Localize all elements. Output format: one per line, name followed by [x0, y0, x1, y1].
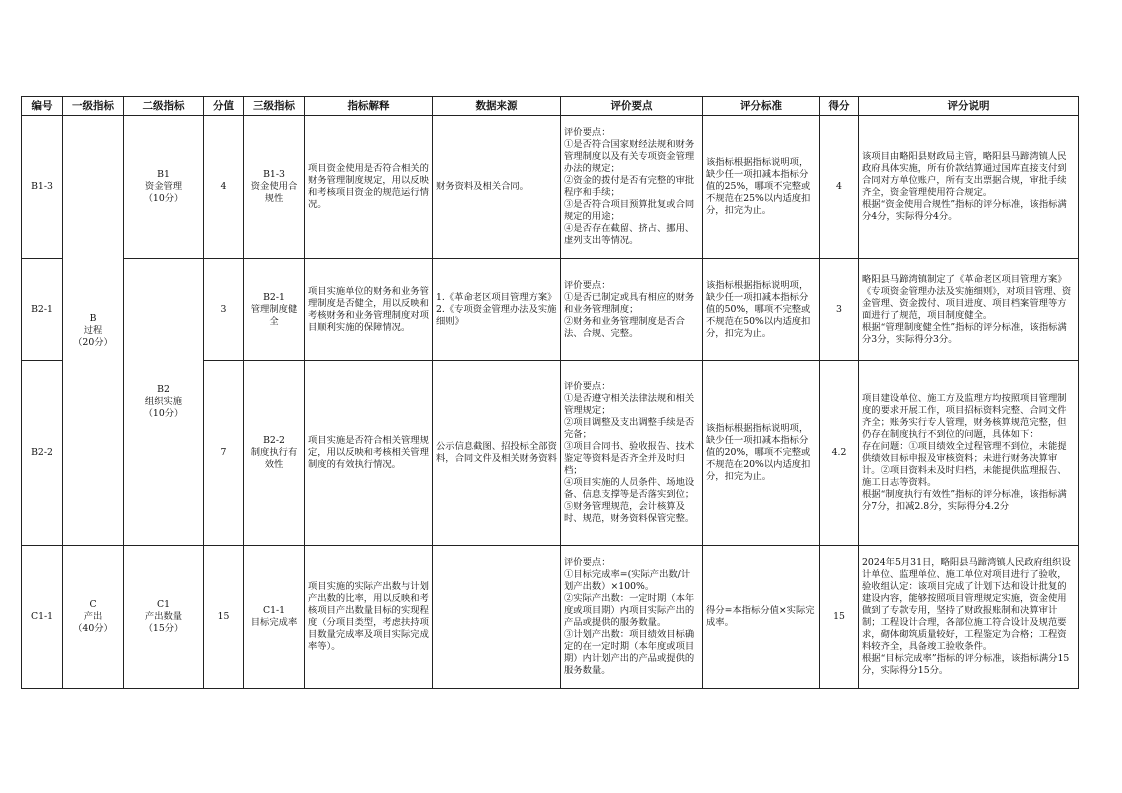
row-value: 7: [204, 361, 244, 546]
row-explain: 项目实施是否符合相关管理规定，用以反映和考核相关管理制度的有效执行情况。: [305, 361, 433, 546]
header-standard: 评分标准: [703, 97, 820, 116]
table-row: [22, 546, 1079, 689]
row-explain: 项目实施单位的财务和业务管理制度是否健全，用以反映和考核财务和业务管理制度对项目顺利实施的保障情况。: [305, 259, 433, 361]
row-note: 项目建设单位、施工方及监理方均按照项目管理制度的要求开展工作，项目招标资料完整、合同文件齐全；账务实行专人管理，财务核算规范完整，但仍存在制度执行不到位的问题，具体如下： 存在问题：①项目绩效全过程管理不到位，未能提供绩效目标申报及审核资料；未进行财务决算审计。②项目资料未及时归档，未能提供监理报告、施工日志等资料。 根据“制度执行有效性”指标的评分标准，该指标满分7分，扣减2.8分，实际得分4.2分: [859, 361, 1079, 546]
header-row: [22, 97, 1079, 116]
row-points: 评价要点： ①目标完成率=(实际产出数/计划产出数）×100%。 ②实际产出数：一定时期（本年度或项目期）内项目实际产出的产品或提供的服务数量。 ③计划产出数：项目绩效目标确定的在一定时期（本年度或项目期）内计划产出的产品或提供的服务数量。: [561, 546, 703, 689]
row-standard: 得分=本指标分值×实际完成率。: [703, 546, 820, 689]
row-score: 15: [820, 546, 859, 689]
row-standard: 该指标根据指标说明项，缺少任一项扣减本指标分值的50%，哪项不完整或不规范在50%以内适度扣分，扣完为止。: [703, 259, 820, 361]
level2-cell: B1 资金管理 （10分）: [124, 116, 204, 259]
row-value: 3: [204, 259, 244, 361]
row-source: [433, 546, 561, 689]
header-value: 分值: [204, 97, 244, 116]
level1-cell: B 过程 （20分）: [63, 116, 124, 546]
row-score: 4.2: [820, 361, 859, 546]
row-standard: 该指标根据指标说明项，缺少任一项扣减本指标分值的25%，哪项不完整或不规范在25%以内适度扣分，扣完为止。: [703, 116, 820, 259]
header-score: 得分: [820, 97, 859, 116]
row-value: 15: [204, 546, 244, 689]
header-explain: 指标解释: [305, 97, 433, 116]
row-explain: 项目实施的实际产出数与计划产出数的比率，用以反映和考核项目产出数量目标的实现程度（分项目类型，考虑扶持项目数量完成率及项目实际完成率等）。: [305, 546, 433, 689]
row-source: 公示信息截图、招投标全部资料，合同文件及相关财务资料: [433, 361, 561, 546]
header-id: 编号: [22, 97, 63, 116]
row-points: 评价要点： ①是否已制定或具有相应的财务和业务管理制度； ②财务和业务管理制度是否合法、合规、完整。: [561, 259, 703, 361]
header-source: 数据来源: [433, 97, 561, 116]
level1-cell: C 产出 （40分）: [63, 546, 124, 689]
row-level3: B2-1 管理制度健全: [244, 259, 305, 361]
header-points: 评价要点: [561, 97, 703, 116]
row-id: B1-3: [22, 116, 63, 259]
row-level3: B2-2 制度执行有效性: [244, 361, 305, 546]
row-source: 1.《革命老区项目管理方案》 2.《专项资金管理办法及实施细则》: [433, 259, 561, 361]
row-note: 略阳县马蹄湾镇制定了《革命老区项目管理方案》《专项资金管理办法及实施细则》，对项目管理、资金管理、资金拨付、项目进度、项目档案管理等方面进行了规范，项目制度健全。 根据“管理制度健全性”指标的评分标准，该指标满分3分，实际得分3分。: [859, 259, 1079, 361]
row-note: 该项目由略阳县财政局主管，略阳县马蹄湾镇人民政府具体实施，所有价款结算通过国库直接支付到合同对方单位账户，所有支出票据合规，审批手续齐全，资金管理使用符合规定。 根据“资金使用合规性”指标的评分标准，该指标满分4分，实际得分4分。: [859, 116, 1079, 259]
row-id: B2-2: [22, 361, 63, 546]
row-source: 财务资料及相关合同。: [433, 116, 561, 259]
row-value: 4: [204, 116, 244, 259]
header-level2: 二级指标: [124, 97, 204, 116]
row-standard: 该指标根据指标说明项，缺少任一项扣减本指标分值的20%，哪项不完整或不规范在20%以内适度扣分，扣完为止。: [703, 361, 820, 546]
row-level3: C1-1 目标完成率: [244, 546, 305, 689]
row-id: B2-1: [22, 259, 63, 361]
header-level1: 一级指标: [63, 97, 124, 116]
row-points: 评价要点： ①是否符合国家财经法规和财务管理制度以及有关专项资金管理办法的规定； ②资金的拨付是否有完整的审批程序和手续； ③是否符合项目预算批复或合同规定的用途； ④是否存在截留、挤占、挪用、虚列支出等情况。: [561, 116, 703, 259]
row-score: 4: [820, 116, 859, 259]
header-note: 评分说明: [859, 97, 1079, 116]
level2-cell: C1 产出数量 （15分）: [124, 546, 204, 689]
row-level3: B1-3 资金使用合规性: [244, 116, 305, 259]
row-note: 2024年5月31日，略阳县马蹄湾镇人民政府组织设计单位、监理单位、施工单位对项目进行了验收，验收组认定：该项目完成了计划下达和设计批复的建设内容，能够按照项目管理规定实施，资金使用做到了专款专用，坚持了财政报账制和决算审计制；工程设计合理，各部位施工符合设计及规范要求，砌体砌筑质量较好，工程鉴定为合格；工程资料较齐全，具备竣工验收条件。 根据“目标完成率”指标的评分标准，该指标满分15分，实际得分15分。: [859, 546, 1079, 689]
row-id: C1-1: [22, 546, 63, 689]
row-points: 评价要点： ①是否遵守相关法律法规和相关管理规定； ②项目调整及支出调整手续是否完备； ③项目合同书、验收报告、技术鉴定等资料是否齐全并及时归档； ④项目实施的人员条件、场地设备、信息支撑等是否落实到位； ⑤财务管理规范，会计核算及时、规范，财务资料保管完整。: [561, 361, 703, 546]
table-row: [22, 116, 1079, 259]
header-level3: 三级指标: [244, 97, 305, 116]
level2-cell: B2 组织实施 （10分）: [124, 259, 204, 546]
table-row: [22, 259, 1079, 361]
evaluation-table: [21, 96, 1079, 689]
row-score: 3: [820, 259, 859, 361]
row-explain: 项目资金使用是否符合相关的财务管理制度规定，用以反映和考核项目资金的规范运行情况。: [305, 116, 433, 259]
